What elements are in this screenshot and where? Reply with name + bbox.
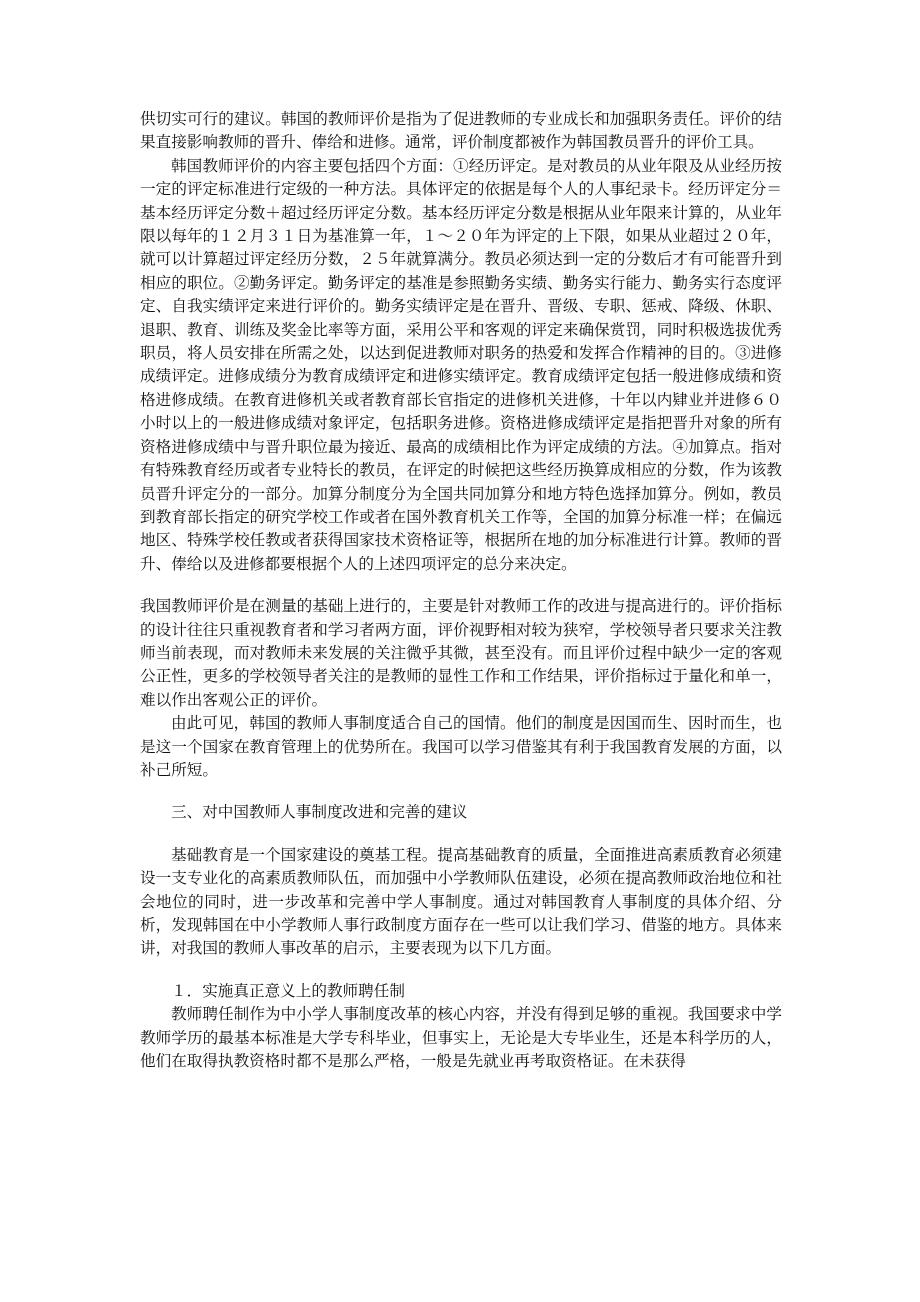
paragraph-china-evaluation: 我国教师评价是在测量的基础上进行的，主要是针对教师工作的改进与提高进行的。评价指标的设计往往只重视教育者和学习者两方面，评价视野相对较为狭窄，学校领导者只要求关注教师当前表现，而对教师未来发展的关注微乎其微，甚至没有。而且评价过程中缺少一定的客观公正性，更多的学校领导者关注的是教师的显性工作和工作结果，评价指标过于量化和单一，难以作出客观公正的评价。 xyxy=(140,597,782,709)
paragraph-spacer xyxy=(140,961,782,980)
paragraph-basic-education: 基础教育是一个国家建设的奠基工程。提高基础教育的质量，全面推进高素质教育必须建设一支专业化的高素质教师队伍，而加强中小学教师队伍建设，必须在提高教师政治地位和社会地位的同时，进一步改革和完善中学人事制度。通过对韩国教育人事制度的具体介绍、分析，发现韩国在中小学教师人事行政制度方面存在一些可以让我们学习、借鉴的地方。具体来讲，对我国的教师人事改革的启示，主要表现为以下几方面。 xyxy=(140,845,782,958)
paragraph-spacer xyxy=(140,825,782,844)
paragraph-spacer xyxy=(140,576,782,595)
paragraph-conclusion: 由此可见，韩国的教师人事制度适合自己的国情。他们的制度是因国而生、因时而生，也是这一个国家在教育管理上的优势所在。我国可以学习借鉴其有利于我国教育发展的方面，以补己所短。 xyxy=(140,714,782,779)
paragraph-spacer xyxy=(140,782,782,801)
paragraph-teacher-appointment: 教师聘任制作为中小学人事制度改革的核心内容，并没有得到足够的重视。我国要求中学教师学历的最基本标准是大学专科毕业，但事实上，无论是大专毕业生，还是本科学历的人，他们在取得执教资格时都不是那么严格，一般是先就业再考取资格证。在未获得 xyxy=(140,1005,782,1071)
document-page xyxy=(140,108,782,1073)
paragraph-korea-evaluation-purpose: 供切实可行的建议。韩国的教师评价是指为了促进教师的专业成长和加强职务责任。评价的结果直接影响教师的晋升、俸给和进修。通常，评价制度都被作为韩国教员晋升的评价工具。 xyxy=(140,110,782,152)
subsection-heading-1: １．实施真正意义上的教师聘任制 xyxy=(171,981,405,1000)
section-heading-3: 三、对中国教师人事制度改进和完善的建议 xyxy=(171,803,468,822)
paragraph-korea-evaluation-content: 韩国教师评价的内容主要包括四个方面：①经历评定。是对教员的从业年限及从业经历按一定的评定标准进行定级的一种方法。具体评定的依据是每个人的人事纪录卡。经历评定分＝基本经历评定分数＋超过经历评定分数。基本经历评定分数是根据从业年限来计算的，从业年限以每年的１２月３１日为基准算一年，１～２０年为评定的上下限，如果从业超过２０年，就可以计算超过评定经历分数，２５年就算满分。教员必须达到一定的分数后才有可能晋升到相应的职位。②勤务评定。勤务评定的基准是参照勤务实绩、勤务实行能力、勤务实行态度评定、自我实绩评定来进行评价的。勤务实绩评定是在晋升、晋级、专职、惩戒、降级、休职、退职、教育、训练及奖金比率等方面，采用公平和客观的评定来确保赏罚，同时积极选拔优秀职员，将人员安排在所需之处，以达到促进教师对职务的热爱和发挥合作精神的目的。③进修成绩评定。进修成绩分为教育成绩评定和进修实绩评定。教育成绩评定包括一般进修成绩和资格进修成绩。在教育进修机关或者教育部长官指定的进修机关进修，十年以内肄业并进修６０小时以上的一般进修成绩对象评定，包括职务进修。资格进修成绩评定是指把晋升对象的所有资格进修成绩中与晋升职位最为接近、最高的成绩相比作为评定成绩的方法。④加算点。指对有特殊教育经历或者专业特长的教员，在评定的时候把这些经历换算成相应的分数，作为该教员晋升评定分的一部分。加算分制度分为全国共同加算分和地方特色选择加算分。例如，教员到教育部长指定的研究学校工作或者在国外教育机关工作等，全国的加算分标准一样；在偏远地区、特殊学校任教或者获得国家技术资格证等，根据所在地的加分标准进行计算。教师的晋升、俸给以及进修都要根据个人的上述四项评定的总分来决定。 xyxy=(140,156,782,573)
